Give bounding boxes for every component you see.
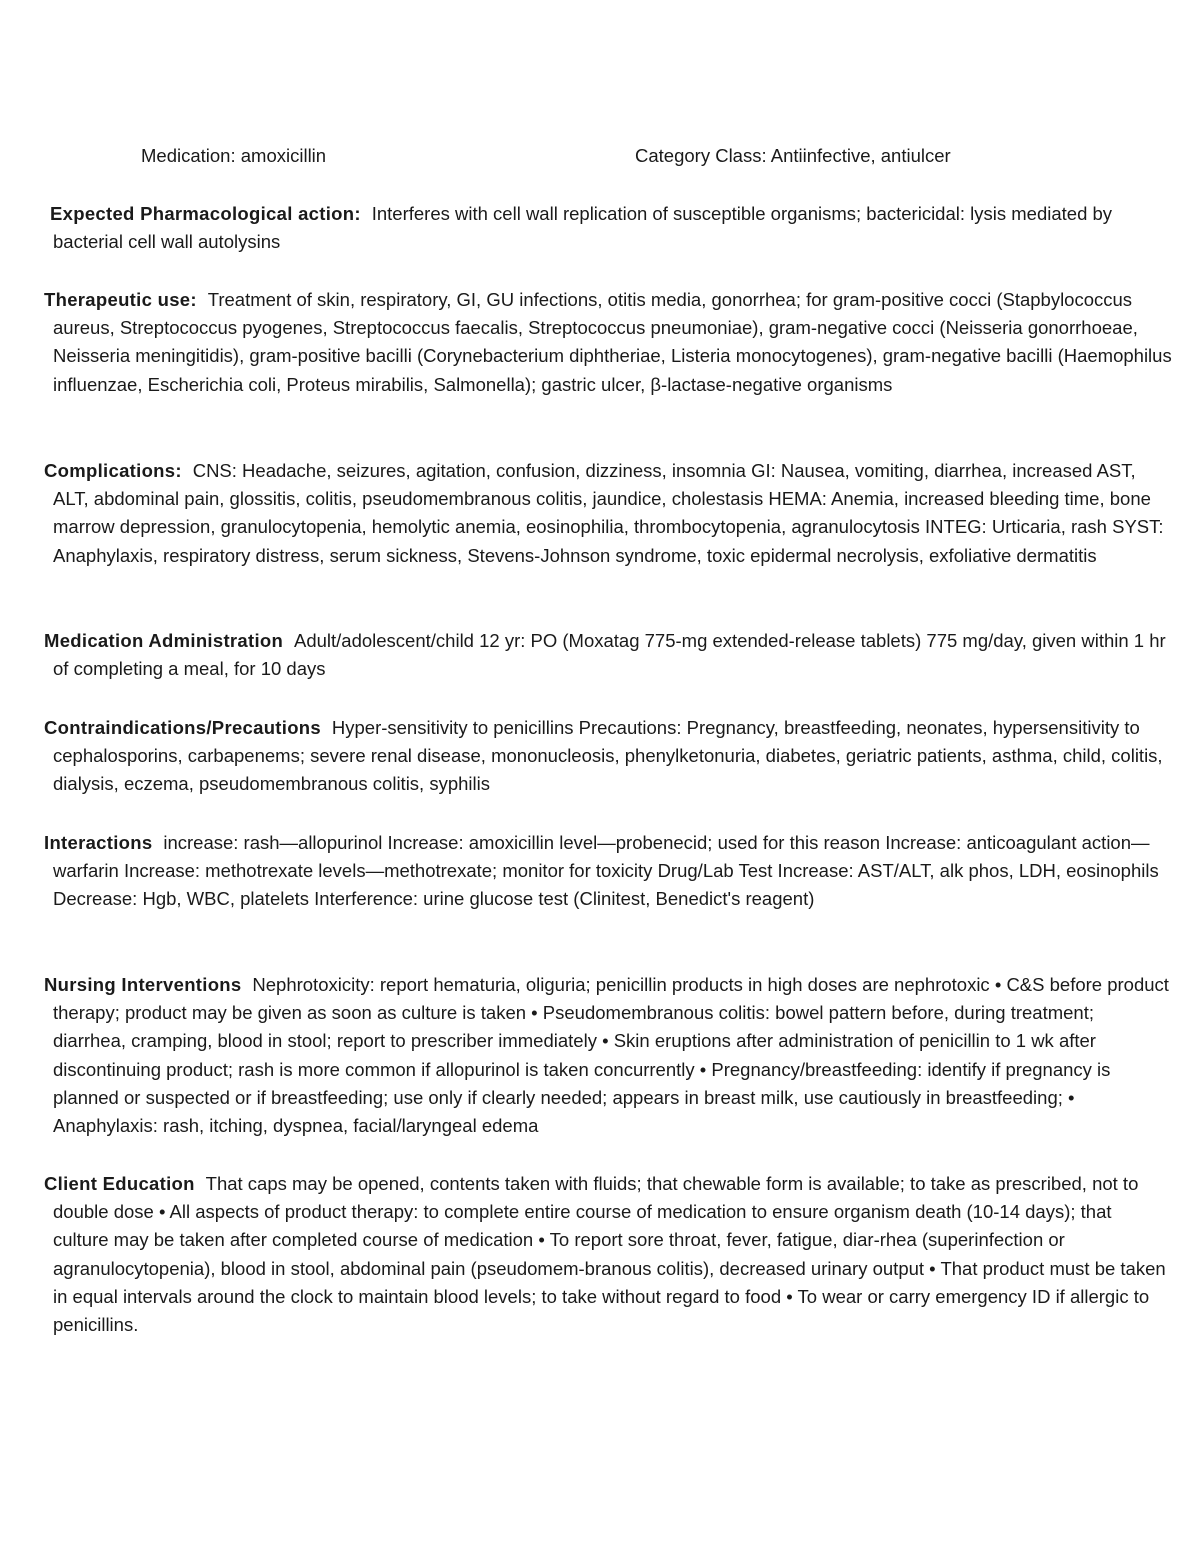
section-medication-administration [44,627,1172,683]
section-heading: Complications: [44,460,193,481]
medication-name-field [141,144,326,168]
section-heading: Interactions [44,832,164,853]
medication-value: amoxicillin [240,145,327,166]
section-heading: Expected Pharmacological action: [50,203,372,224]
section-client-education [44,1170,1172,1339]
section-contraindications [44,714,1172,799]
section-body: Interferes with cell wall replication of susceptible organisms; bactericidal: lysis mediated by bacterial cell wall autolysins [53,203,1113,253]
section-body: Nephrotoxicity: report hematuria, oliguria; penicillin products in high doses are nephrotoxic • C&S before product therapy; product may be given as soon as culture is taken • Pseudomembranous colitis: bowel pattern before, during treatment; diarrhea, cramping, blood in stool; report to prescriber immediately • Skin eruptions after administration of penicillin to 1 wk after discontinuing product; rash is more common if allopurinol is taken concurrently • Pregnancy/breastfeeding: identify if pregnancy is planned or suspected or if breastfeeding; use only if clearly needed; appears in breast milk, use cautiously in breastfeeding; • Anaphylaxis: rash, itching, dyspnea, facial/laryngeal edema [53,974,1169,1137]
section-body: Adult/adolescent/child 12 yr: PO (Moxatag 775-mg extended-release tablets) 775 mg/day, given within 1 hr of completing a meal, for 10 days [53,630,1166,680]
section-therapeutic-use [44,286,1172,399]
category-value: Antiinfective, antiulcer [770,145,951,166]
section-nursing-interventions [44,971,1172,1140]
category-label: Category Class: [635,145,767,166]
section-complications [44,457,1172,570]
section-expected-action [50,200,1178,256]
section-heading: Client Education [44,1173,206,1194]
section-body: Hyper-sensitivity to penicillins Precautions: Pregnancy, breastfeeding, neonates, hypersensitivity to cephalosporins, carbapenems; severe renal disease, mononucleosis, phenylketonuria, diabetes, geriatric patients, asthma, child, colitis, dialysis, eczema, pseudomembranous colitis, syphilis [53,717,1163,795]
section-body: increase: rash—allopurinol Increase: amoxicillin level—probenecid; used for this reason Increase: anticoagulant action—warfarin Increase: methotrexate levels—methotrexate; monitor for toxicity Drug/Lab Test Increase: AST/ALT, alk phos, LDH, eosinophils Decrease: Hgb, WBC, platelets Interference: urine glucose test (Clinitest, Benedict's reagent) [53,832,1159,910]
section-body: Treatment of skin, respiratory, GI, GU infections, otitis media, gonorrhea; for gram-positive cocci (Stapbylococcus aureus, Streptococcus pyogenes, Streptococcus faecalis, Streptococcus pneumoniae), gram-negative cocci (Neisseria gonorrhoeae, Neisseria meningitidis), gram-positive bacilli (Corynebacterium diphtheriae, Listeria monocytogenes), gram-negative bacilli (Haemophilus influenzae, Escherichia coli, Proteus mirabilis, Salmonella); gastric ulcer, β-lactase-negative organisms [53,289,1172,395]
section-body: That caps may be opened, contents taken with fluids; that chewable form is available; to take as prescribed, not to double dose • All aspects of product therapy: to complete entire course of medication to ensure organism death (10-14 days); that culture may be taken after completed course of medication • To report sore throat, fever, fatigue, diar-rhea (superinfection or agranulocytopenia), blood in stool, abdominal pain (pseudomem-branous colitis), decreased urinary output • That product must be taken in equal intervals around the clock to maintain blood levels; to take without regard to food • To wear or carry emergency ID if allergic to penicillins. [53,1173,1166,1336]
section-heading: Contraindications/Precautions [44,717,332,738]
section-heading: Therapeutic use: [44,289,208,310]
section-heading: Nursing Interventions [44,974,253,995]
section-interactions [44,829,1172,914]
medication-label: Medication: [141,145,236,166]
section-body: CNS: Headache, seizures, agitation, confusion, dizziness, insomnia GI: Nausea, vomiting, diarrhea, increased AST, ALT, abdominal pain, glossitis, colitis, pseudomembranous colitis, jaundice, cholestasis HEMA: Anemia, increased bleeding time, bone marrow depression, granulocytopenia, hemolytic anemia, eosinophilia, thrombocytopenia, agranulocytosis INTEG: Urticaria, rash SYST: Anaphylaxis, respiratory distress, serum sickness, Stevens-Johnson syndrome, toxic epidermal necrolysis, exfoliative dermatitis [53,460,1164,566]
section-heading: Medication Administration [44,630,294,651]
category-class-field [635,144,951,168]
medication-header [141,144,1141,172]
